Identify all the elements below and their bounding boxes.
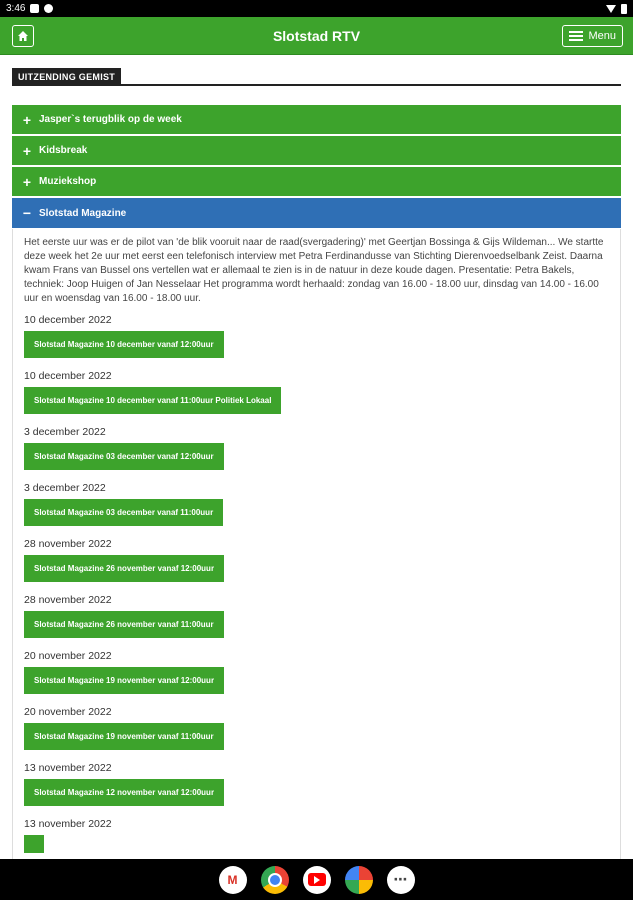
accordion-item-muziekshop[interactable] [12, 167, 621, 196]
plus-icon: + [22, 111, 32, 128]
episode-date: 20 november 2022 [24, 650, 112, 662]
youtube-icon[interactable] [303, 866, 331, 894]
accordion-item-label: Muziekshop [39, 176, 97, 187]
episode-item [24, 426, 610, 470]
accordion-item-label: Slotstad Magazine [39, 207, 127, 219]
status-bar [0, 0, 633, 17]
episode-play-button[interactable]: Slotstad Magazine 19 november vanaf 12:00uur [24, 667, 224, 694]
episode-item [24, 650, 610, 694]
home-button[interactable] [12, 25, 34, 47]
system-dock [0, 859, 633, 900]
episode-date: 28 november 2022 [24, 538, 112, 550]
episode-date: 28 november 2022 [24, 594, 112, 606]
photos-icon[interactable] [345, 866, 373, 894]
episode-play-button[interactable]: Slotstad Magazine 03 december vanaf 12:00uur [24, 443, 224, 470]
episode-play-button[interactable]: Slotstad Magazine 26 november vanaf 12:00uur [24, 555, 224, 582]
plus-icon: + [22, 173, 32, 190]
episode-play-button[interactable]: Slotstad Magazine 10 december vanaf 11:00uur Politiek Lokaal [24, 387, 281, 414]
episode-play-button[interactable] [24, 835, 44, 853]
episode-play-button[interactable]: Slotstad Magazine 12 november vanaf 12:00uur [24, 779, 224, 806]
episode-item [24, 538, 610, 582]
episode-date: 13 november 2022 [24, 818, 112, 830]
episode-item [24, 594, 610, 638]
app-header [0, 17, 633, 55]
accordion-item-jasper[interactable] [12, 105, 621, 134]
menu-button[interactable] [562, 25, 623, 47]
battery-icon [621, 4, 627, 14]
episode-date: 3 december 2022 [24, 426, 106, 438]
episode-item [24, 762, 610, 806]
program-description: Het eerste uur was er de pilot van 'de blik vooruit naar de raad(svergadering)' met Geertjan Bossinga & Gijs Wildeman... We startte deze week het 2e uur met eerst een telefonisch interview met Petra Ferdinandusse van Stichting Dierenvoedselbank Zeist. Daarna kwam Frans van Bussel ons vertellen wat er allemaal te zien is in de natuur in deze koude dagen. Presentatie: Petra Bakels, techniek: Joop Huigen of Jan Nesselaar Het programma wordt herhaald: zondag van 16.00 - 18.00 uur, dinsdag van 14.00 - 16.00 uur en woensdag van 16.00 - 18.00 uur. [24, 237, 604, 304]
episode-date: 10 december 2022 [24, 370, 112, 382]
episode-play-button[interactable]: Slotstad Magazine 19 november vanaf 11:00uur [24, 723, 224, 750]
episode-list [24, 314, 610, 858]
sync-icon [44, 4, 53, 13]
minus-icon: − [22, 205, 32, 221]
menu-label: Menu [588, 30, 616, 42]
episode-item [24, 482, 610, 526]
accordion-item-label: Kidsbreak [39, 145, 88, 156]
episode-date: 10 december 2022 [24, 314, 112, 326]
episode-date: 20 november 2022 [24, 706, 112, 718]
episode-play-button[interactable]: Slotstad Magazine 10 december vanaf 12:00uur [24, 331, 224, 358]
episode-play-button[interactable]: Slotstad Magazine 03 december vanaf 11:00uur [24, 499, 223, 526]
accordion-item-label: Jasper`s terugblik op de week [39, 114, 182, 125]
chrome-icon[interactable] [261, 866, 289, 894]
accordion-panel [12, 229, 621, 859]
gmail-icon[interactable]: M [219, 866, 247, 894]
episode-item [24, 370, 610, 414]
episode-date: 13 november 2022 [24, 762, 112, 774]
episode-item [24, 818, 610, 858]
apps-icon[interactable]: ⋯ [387, 866, 415, 894]
program-accordion [12, 105, 621, 230]
episode-play-button[interactable]: Slotstad Magazine 26 november vanaf 11:00uur [24, 611, 224, 638]
wifi-icon [606, 5, 616, 13]
episode-item [24, 706, 610, 750]
accordion-item-kidsbreak[interactable] [12, 136, 621, 165]
episode-date: 3 december 2022 [24, 482, 106, 494]
section-label: UITZENDING GEMIST [12, 68, 121, 85]
section-header [12, 67, 621, 86]
hamburger-icon [569, 31, 583, 41]
plus-icon: + [22, 142, 32, 159]
episode-item [24, 314, 610, 358]
status-time: 3:46 [6, 3, 26, 14]
notification-icon [30, 4, 39, 13]
app-title: Slotstad RTV [272, 27, 361, 44]
home-icon [17, 30, 29, 42]
accordion-item-slotstad-magazine[interactable] [12, 198, 621, 228]
